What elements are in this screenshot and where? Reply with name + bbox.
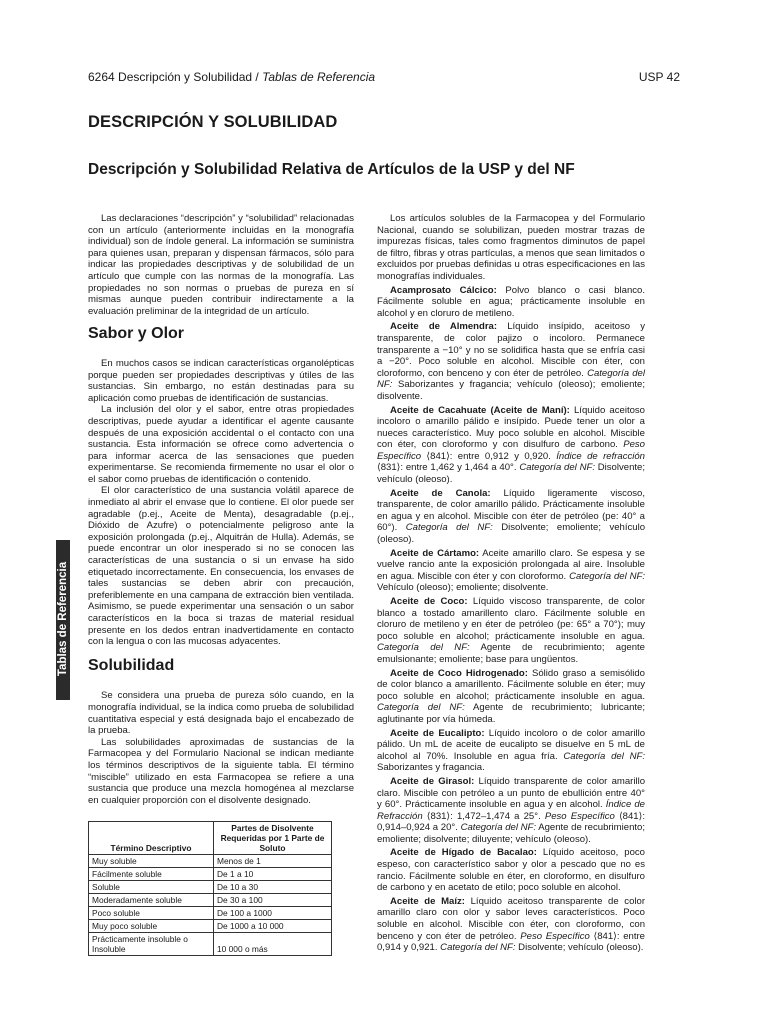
entry-name: Aceite de Hígado de Bacalao: xyxy=(390,847,537,859)
entry-text: Agente de recubrimiento; emoliente; disolvente; diluyente; vehículo (oleoso). xyxy=(377,822,645,845)
table-row xyxy=(89,920,332,933)
entry-text: Líquido ligeramente viscoso, transparente, de color amarillo pálido. Prácticamente insoluble en agua y en alcohol. Miscible con éter de petróleo (pe: 40° a 60°). xyxy=(377,487,645,534)
intro-paragraph: Las declaraciones “descripción” y “solubilidad” relacionadas con un artículo (anteriormente incluidas en la monografía individual) son de índole general. La información se suministra para quienes usan, preparan y dispensan fármacos, sólo para indicar las propiedades descriptivas y de solubilidad de un artículo que cumple con las normas de la monografía. Las propiedades no son normas o pruebas de pureza en sí mismas aunque pueden contribuir indirectamente a la evaluación preliminar de la integridad de un artículo. xyxy=(88,213,354,317)
table-header-term: Término Descriptivo xyxy=(89,822,214,855)
table-cell-term: Soluble xyxy=(89,881,214,894)
entry-name: Aceite de Girasol: xyxy=(390,775,475,787)
solubilidad-paragraph-1: Se considera una prueba de pureza sólo cuando, en la monografía individual, se la indica como prueba de solubilidad cuantitativa especial y está designada bajo el encabezado de la prueba. xyxy=(88,690,354,737)
entry-text: Líquido transparente de color amarillo claro. Miscible con petróleo a un punto de ebullición entre 40° y 60°. Prácticamente insoluble en agua y en alcohol. xyxy=(377,775,645,811)
entry-text: ⟨831⟩: entre 1,462 y 1,464 a 40°. xyxy=(377,462,520,474)
page-subtitle: Descripción y Solubilidad Relativa de Artículos de la USP y del NF xyxy=(88,161,575,178)
table-cell-parts: De 30 a 100 xyxy=(214,894,332,907)
entry-text: Líquido incoloro o de color amarillo pálido. Un mL de aceite de eucalipto se disuelve en 5 mL de alcohol al 70%. Insoluble en agua fría. xyxy=(377,727,646,762)
monograph-entry xyxy=(377,668,645,726)
entry-italic-label: Índice de refracción xyxy=(556,450,645,462)
table-cell-parts: De 1 a 10 xyxy=(214,868,332,881)
table-cell-term: Muy poco soluble xyxy=(89,920,214,933)
right-intro-paragraph: Los artículos solubles de la Farmacopea y del Formulario Nacional, cuando se solubilizan, pueden mostrar trazas de impurezas físicas, tales como fragmentos diminutos de papel de filtro, fibras y otras partículas, a menos que sean limitados o excluidos por pruebas definidas u otras especificaciones en las monografías individuales. xyxy=(377,213,645,282)
sabor-paragraph-2: La inclusión del olor y el sabor, entre otras propiedades descriptivas, puede ayudar a identificar el agente causante después de una exposición accidental o el contacto con una sustancia. Esta información se ofrece como advertencia o para informar acerca de las sensaciones que pueden experimentarse. Se recomienda firmemente no usar el olor o el sabor como pruebas de identificación o contenido. xyxy=(88,404,354,485)
section-heading-sabor: Sabor y Olor xyxy=(88,325,185,343)
monograph-entry xyxy=(377,488,645,546)
entry-italic-label: Categoría del NF: xyxy=(377,702,465,714)
header-section-italic: Tablas de Referencia xyxy=(262,70,376,84)
monograph-entry xyxy=(377,776,645,846)
entry-name: Aceite de Cártamo: xyxy=(390,547,480,559)
sabor-paragraph-3: El olor característico de una sustancia volátil aparece de inmediato al abrir el envase que lo contiene. El olor puede ser agradable (p.ej., Aceite de Menta), desagradable (p.ej., Dióxido de Azufre) o potencialmente peligroso ante la exposición prolongada (p.ej., Alquitrán de Hulla). Además, se puede encontrar un olor inesperado si no se conocen las características de una sustancia o si un envase ha sido etiquetado incorrectamente. En consecuencia, los envases de tales sustancias se deben abrir con precaución, preferiblemente en una campana de extracción bien ventilada. Asimismo, se puede experimentar una sensación o un sabor característicos en la boca si trazas de material residual presente en los dedos entran inadvertidamente en contacto con la lengua o con las mucosas adyacentes. xyxy=(88,485,354,648)
entry-text: ⟨831⟩: 1,472–1,474 a 25°. xyxy=(422,810,545,822)
table-cell-term: Prácticamente insoluble o Insoluble xyxy=(89,933,214,956)
table-row xyxy=(89,868,332,881)
entry-italic-label: Categoría del NF: xyxy=(460,822,537,834)
entry-text: Agente de recubrimiento; lubricante; aglutinante por vía húmeda. xyxy=(377,702,645,725)
entry-name: Aceite de Eucalipto: xyxy=(390,727,485,739)
entry-name: Aceite de Maíz: xyxy=(390,895,465,907)
entry-italic-label: Peso Específico xyxy=(520,930,590,942)
entry-text: ⟨841⟩: entre 0,914 y 0,921. xyxy=(377,930,645,954)
entry-text: Agente de recubrimiento; agente emulsionante; emoliente; base para ungüentos. xyxy=(377,642,645,665)
side-tab xyxy=(56,540,70,700)
side-tab-label: Tablas de Referencia xyxy=(57,561,69,677)
entry-text: Líquido insípido, aceitoso y transparente, de color pajizo o incoloro. Permanece transparente a −10° y no se solidifica hasta que se enfría casi a −20°. Poco soluble en alcohol. Miscible con éter, con cloroformo, con benceno y con éter de petróleo. xyxy=(377,321,645,379)
entry-text: Saborizantes y fragancia. xyxy=(377,762,485,774)
monograph-entry xyxy=(377,548,645,594)
entry-text: Vehículo (oleoso); emoliente; disolvente. xyxy=(377,582,549,594)
table-cell-term: Poco soluble xyxy=(89,907,214,920)
table-header-parts: Partes de Disolvente Requeridas por 1 Parte de Soluto xyxy=(214,822,332,855)
entry-text: Líquido aceitoso, poco espeso, con característico sabor y olor a pescado que no es rancio. Fácilmente soluble en éter, en cloroformo, en disulfuro de carbono y en acetato de etilo; poco soluble en alcohol. xyxy=(377,847,645,894)
monograph-entry xyxy=(377,596,645,666)
header-section-text: 6264 Descripción y Solubilidad / xyxy=(88,70,263,84)
entry-text: Líquido aceitoso transparente de color amarillo claro con olor y sabor leves característicos. Poco soluble en alcohol. Miscible con éter, con cloroformo, con benceno y con éter de petróleo. xyxy=(377,895,646,942)
entry-text: Saborizantes y fragancia; vehículo (oleoso); emoliente; disolvente. xyxy=(377,379,645,402)
entry-text: Disolvente; emoliente; vehículo (oleoso). xyxy=(377,522,646,546)
table-cell-parts: De 100 a 1000 xyxy=(214,907,332,920)
table-cell-parts: De 1000 a 10 000 xyxy=(214,920,332,933)
monograph-entry xyxy=(377,405,645,486)
monograph-entry xyxy=(377,285,645,320)
left-column xyxy=(88,213,354,956)
entry-italic-label: Peso Específico xyxy=(377,439,645,462)
table-cell-parts: 10 000 o más xyxy=(214,933,332,956)
entry-text: Líquido aceitoso incoloro o amarillo pálido e insípido. Puede tener un olor a nueces característico. Muy poco soluble en alcohol. Miscible con éter, con cloroformo y con disulfuro de carbono. xyxy=(377,404,645,451)
entry-name: Acamprosato Cálcico: xyxy=(390,284,497,296)
entry-italic-label: Categoría del NF: xyxy=(405,522,493,534)
entry-name: Aceite de Almendra: xyxy=(390,321,498,333)
monograph-entries xyxy=(377,285,645,954)
table-cell-term: Moderadamente soluble xyxy=(89,894,214,907)
entry-text: ⟨841⟩: entre 0,912 y 0,920. xyxy=(421,450,557,462)
table-body xyxy=(89,855,332,956)
monograph-entry xyxy=(377,321,645,402)
entry-italic-label: Peso Específico xyxy=(544,810,615,822)
entry-name: Aceite de Coco: xyxy=(390,596,468,607)
table-cell-parts: De 10 a 30 xyxy=(214,881,332,894)
header-left xyxy=(88,70,375,84)
right-column xyxy=(377,213,645,956)
entry-text: Disolvente; vehículo (oleoso). xyxy=(377,462,645,486)
monograph-entry xyxy=(377,728,645,774)
entry-italic-label: Categoría del NF: xyxy=(440,942,516,954)
entry-text: Aceite amarillo claro. Se espesa y se vuelve rancio ante la exposición prolongada al aire. Insoluble en agua. Miscible con éter y con cloroformo. xyxy=(377,547,645,582)
table-row xyxy=(89,933,332,956)
page-title: DESCRIPCIÓN Y SOLUBILIDAD xyxy=(88,113,338,131)
table-row xyxy=(89,881,332,894)
entry-italic-label: Categoría del NF: xyxy=(377,367,645,391)
entry-text: Líquido viscoso transparente, de color blanco a tostado amarillento claro. Fácilmente soluble en cloruro de metileno y en éter de petróleo (pe: 65° a 70°); muy poco soluble en alcohol; prácticamente insoluble en agua. xyxy=(377,596,645,642)
table-cell-term: Muy soluble xyxy=(89,855,214,868)
entry-name: Aceite de Coco Hidrogenado: xyxy=(390,667,528,679)
section-heading-solubilidad: Solubilidad xyxy=(88,656,175,674)
entry-italic-label: Categoría del NF: xyxy=(569,570,645,582)
header-right: USP 42 xyxy=(638,70,680,84)
solubility-table xyxy=(88,821,332,956)
entry-italic-label: Índice de Refracción xyxy=(377,799,645,822)
entry-italic-label: Categoría del NF: xyxy=(377,642,470,654)
entry-name: Aceite de Cacahuate (Aceite de Maní): xyxy=(390,404,570,416)
table-row xyxy=(89,855,332,868)
table-row xyxy=(89,894,332,907)
sabor-paragraph-1: En muchos casos se indican características organolépticas porque pueden ser propiedades descriptivas y útiles de las sustancias. Sin embargo, no están destinadas para su aplicación como pruebas de identificación de sustancias. xyxy=(88,357,354,404)
entry-text: Polvo blanco o casi blanco. Fácilmente soluble en agua; prácticamente insoluble en alcohol y en cloruro de metileno. xyxy=(377,284,645,319)
monograph-entry xyxy=(377,847,645,893)
table-cell-parts: Menos de 1 xyxy=(214,855,332,868)
entry-italic-label: Categoría del NF: xyxy=(563,750,646,762)
table-row xyxy=(89,907,332,920)
entry-text: ⟨841⟩: 0,914–0,924 a 20°. xyxy=(377,810,645,834)
table-cell-term: Fácilmente soluble xyxy=(89,868,214,881)
entry-name: Aceite de Canola: xyxy=(390,487,491,499)
table-header-row xyxy=(89,822,332,855)
entry-text: Disolvente; vehículo (oleoso). xyxy=(515,942,644,954)
entry-italic-label: Categoría del NF: xyxy=(519,462,595,474)
entry-text: Sólido graso a semisólido de color blanco a amarillento. Fácilmente soluble en éter; muy poco soluble en alcohol; prácticamente insoluble en agua. xyxy=(377,667,645,702)
solubilidad-paragraph-2: Las solubilidades aproximadas de sustancias de la Farmacopea y del Formulario Nacional se indican mediante los términos descriptivos de la siguiente tabla. El término “miscible” utilizado en esta Farmacopea se refiere a una sustancia que produce una mezcla homogénea al mezclarse en cualquier proporción con el disolvente designado. xyxy=(88,736,354,806)
monograph-entry xyxy=(377,896,645,954)
